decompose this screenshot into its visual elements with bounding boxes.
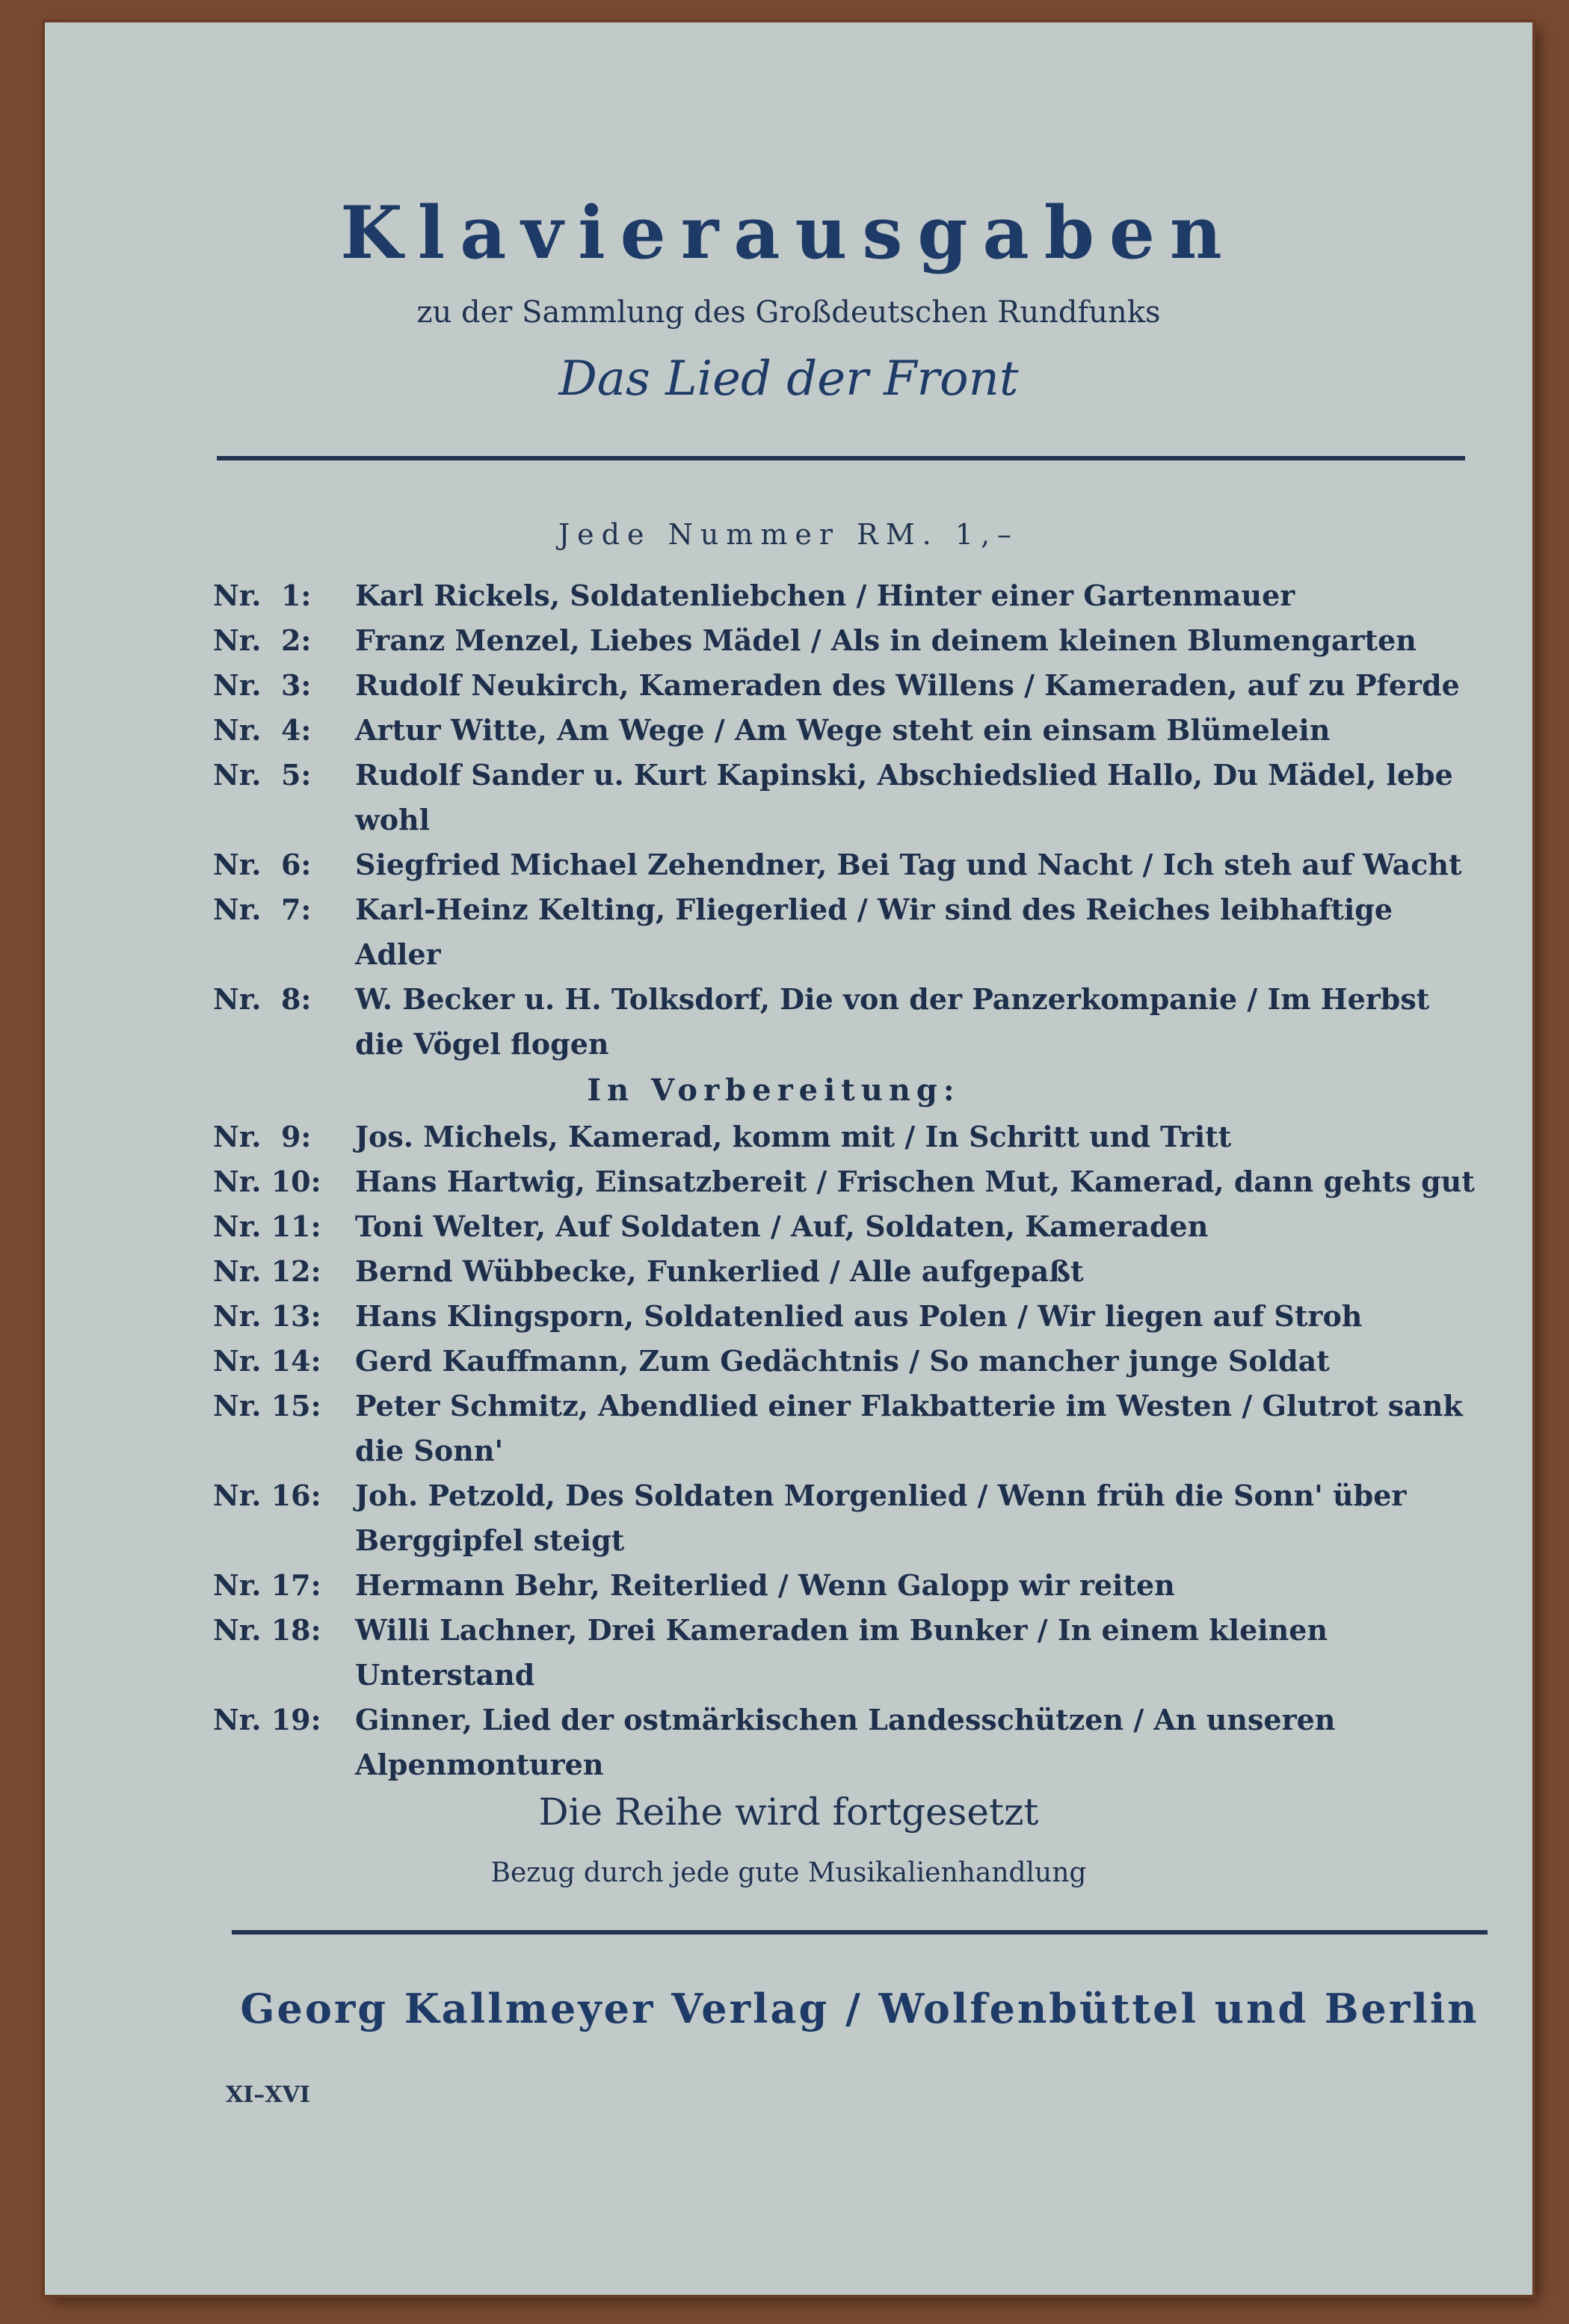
list-item: Nr. 8: W. Becker u. H. Tolksdorf, Die von der Panzerkompanie / Im Herbst die Vögel flogen bbox=[213, 982, 1430, 1061]
in-preparation-heading: In Vorbereitung: bbox=[587, 1073, 961, 1108]
catalogue-list bbox=[213, 573, 1484, 1787]
list-item: Nr. 12: Bernd Wübbecke, Funkerlied / Alle aufgepaßt bbox=[213, 1254, 1084, 1288]
continuation-note: Die Reihe wird fortgesetzt bbox=[538, 1790, 1039, 1834]
list-item: Nr. 6: Siegfried Michael Zehendner, Bei Tag und Nacht / Ich steh auf Wacht bbox=[213, 848, 1462, 881]
list-item: Nr. 16: Joh. Petzold, Des Soldaten Morgenlied / Wenn früh die Sonn' über Berggipfel steigt bbox=[213, 1479, 1407, 1557]
list-item: Nr. 15: Peter Schmitz, Abendlied einer Flakbatterie im Westen / Glutrot sank die Sonn' bbox=[213, 1389, 1463, 1467]
list-item: Nr. 17: Hermann Behr, Reiterlied / Wenn Galopp wir reiten bbox=[213, 1568, 1175, 1602]
publisher-line: Georg Kallmeyer Verlag / Wolfenbüttel und Berlin bbox=[240, 1985, 1479, 2032]
list-item: Nr. 11: Toni Welter, Auf Soldaten / Auf, Soldaten, Kameraden bbox=[213, 1209, 1209, 1243]
list-item: Nr. 3: Rudolf Neukirch, Kameraden des Willens / Kameraden, auf zu Pferde bbox=[213, 668, 1460, 702]
price-note: Jede Nummer RM. 1,– bbox=[558, 518, 1020, 551]
cover-subtitle: zu der Sammlung des Großdeutschen Rundfunks bbox=[416, 295, 1161, 330]
bottom-divider bbox=[232, 1930, 1488, 1935]
availability-note: Bezug durch jede gute Musikalienhandlung bbox=[490, 1858, 1087, 1888]
list-item: Nr. 1: Karl Rickels, Soldatenliebchen / Hinter einer Gartenmauer bbox=[213, 579, 1295, 612]
list-item: Nr. 7: Karl-Heinz Kelting, Fliegerlied / Wir sind des Reiches leibhaftige Adler bbox=[213, 893, 1393, 971]
book-back-cover bbox=[45, 22, 1532, 2295]
list-item: Nr. 4: Artur Witte, Am Wege / Am Wege steht ein einsam Blümelein bbox=[213, 713, 1331, 747]
list-item: Nr. 19: Ginner, Lied der ostmärkischen Landesschützen / An unseren Alpenmonturen bbox=[213, 1703, 1336, 1781]
list-item: Nr. 10: Hans Hartwig, Einsatzbereit / Frischen Mut, Kamerad, dann gehts gut bbox=[213, 1165, 1475, 1198]
edition-code: XI–XVI bbox=[226, 2082, 310, 2108]
top-divider bbox=[217, 456, 1465, 460]
list-item: Nr. 9: Jos. Michels, Kamerad, komm mit / In Schritt und Tritt bbox=[213, 1120, 1232, 1153]
series-title: Das Lied der Front bbox=[558, 351, 1019, 407]
list-item: Nr. 14: Gerd Kauffmann, Zum Gedächtnis / So mancher junge Soldat bbox=[213, 1344, 1330, 1378]
list-item: Nr. 5: Rudolf Sander u. Kurt Kapinski, Abschiedslied Hallo, Du Mädel, lebe wohl bbox=[213, 758, 1453, 836]
cover-title: Klavierausgaben bbox=[340, 191, 1237, 275]
list-item: Nr. 18: Willi Lachner, Drei Kameraden im Bunker / In einem kleinen Unterstand bbox=[213, 1613, 1328, 1692]
list-item: Nr. 13: Hans Klingsporn, Soldatenlied aus Polen / Wir liegen auf Stroh bbox=[213, 1299, 1363, 1333]
list-item: Nr. 2: Franz Menzel, Liebes Mädel / Als in deinem kleinen Blumengarten bbox=[213, 623, 1417, 657]
